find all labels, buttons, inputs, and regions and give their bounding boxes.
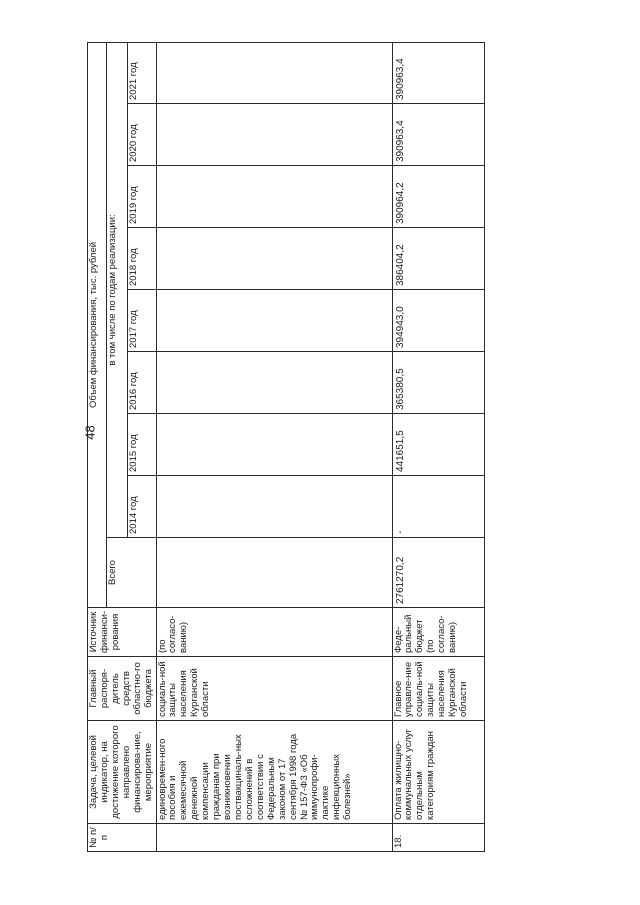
cell-value [156,414,392,476]
cell-value [156,476,392,538]
cell-value [156,166,392,228]
header-num: № п/п [88,824,157,852]
cell-value: - [392,476,484,538]
cell-source: (по согласо-ванию) [156,608,392,657]
cell-manager: социаль-ной защиты населения Курганской области [156,657,392,721]
cell-value: 386404,2 [392,228,484,290]
cell-value: 390963,4 [392,42,484,103]
cell-value [156,352,392,414]
financing-table [87,42,485,852]
cell-value [156,42,392,103]
header-year: 2017 год [127,290,156,352]
header-year: 2016 год [127,352,156,414]
header-volume: Объем финансирования, тыс. рублей [88,42,107,607]
cell-value [156,228,392,290]
cell-task: Оплата жилищно-коммунальных услуг отдельным категориям граждан [392,721,484,824]
cell-total: 2761270,2 [392,538,484,608]
financing-table-container [87,42,485,852]
cell-value [156,290,392,352]
header-source: Источник финанси-рования [88,608,157,657]
header-year: 2018 год [127,228,156,290]
header-task: Задача, целевой индикатор, на достижение которого направлено финансирова-ние, мероприятие [88,721,157,824]
header-year: 2021 год [127,42,156,103]
header-year: 2015 год [127,414,156,476]
cell-total [156,538,392,608]
header-year: 2014 год [127,476,156,538]
cell-value: 390964,2 [392,166,484,228]
cell-value: 441651,5 [392,414,484,476]
header-manager: Главный распоря-дитель средств областно-го бюджета [88,657,157,721]
header-year: 2020 год [127,104,156,166]
cell-value: 365380,5 [392,352,484,414]
header-total: Всего [107,538,157,608]
header-by-year: в том числе по годам реализации: [107,42,128,537]
cell-manager: Главное управле-ние социаль-ной защиты населения Курганской области [392,657,484,721]
cell-task: единовремен-ного пособия и ежемесячной денежной компенсации гражданам при возникновении поствакциналь-ных осложнений в соответствии с Федеральным законом от 17 сентября 1998 года № 157-ФЗ «Об иммунопрофи-лактике инфекционных болезней» [156,721,392,824]
cell-num [156,824,392,852]
table-row [392,42,484,851]
cell-value [156,104,392,166]
cell-source: Феде-ральный бюджет (по согласо-ванию) [392,608,484,657]
cell-value: 394943,0 [392,290,484,352]
page-number: 48 [82,425,98,440]
cell-num: 18. [392,824,484,852]
cell-value: 390963,4 [392,104,484,166]
table-row [156,42,392,851]
header-year: 2019 год [127,166,156,228]
